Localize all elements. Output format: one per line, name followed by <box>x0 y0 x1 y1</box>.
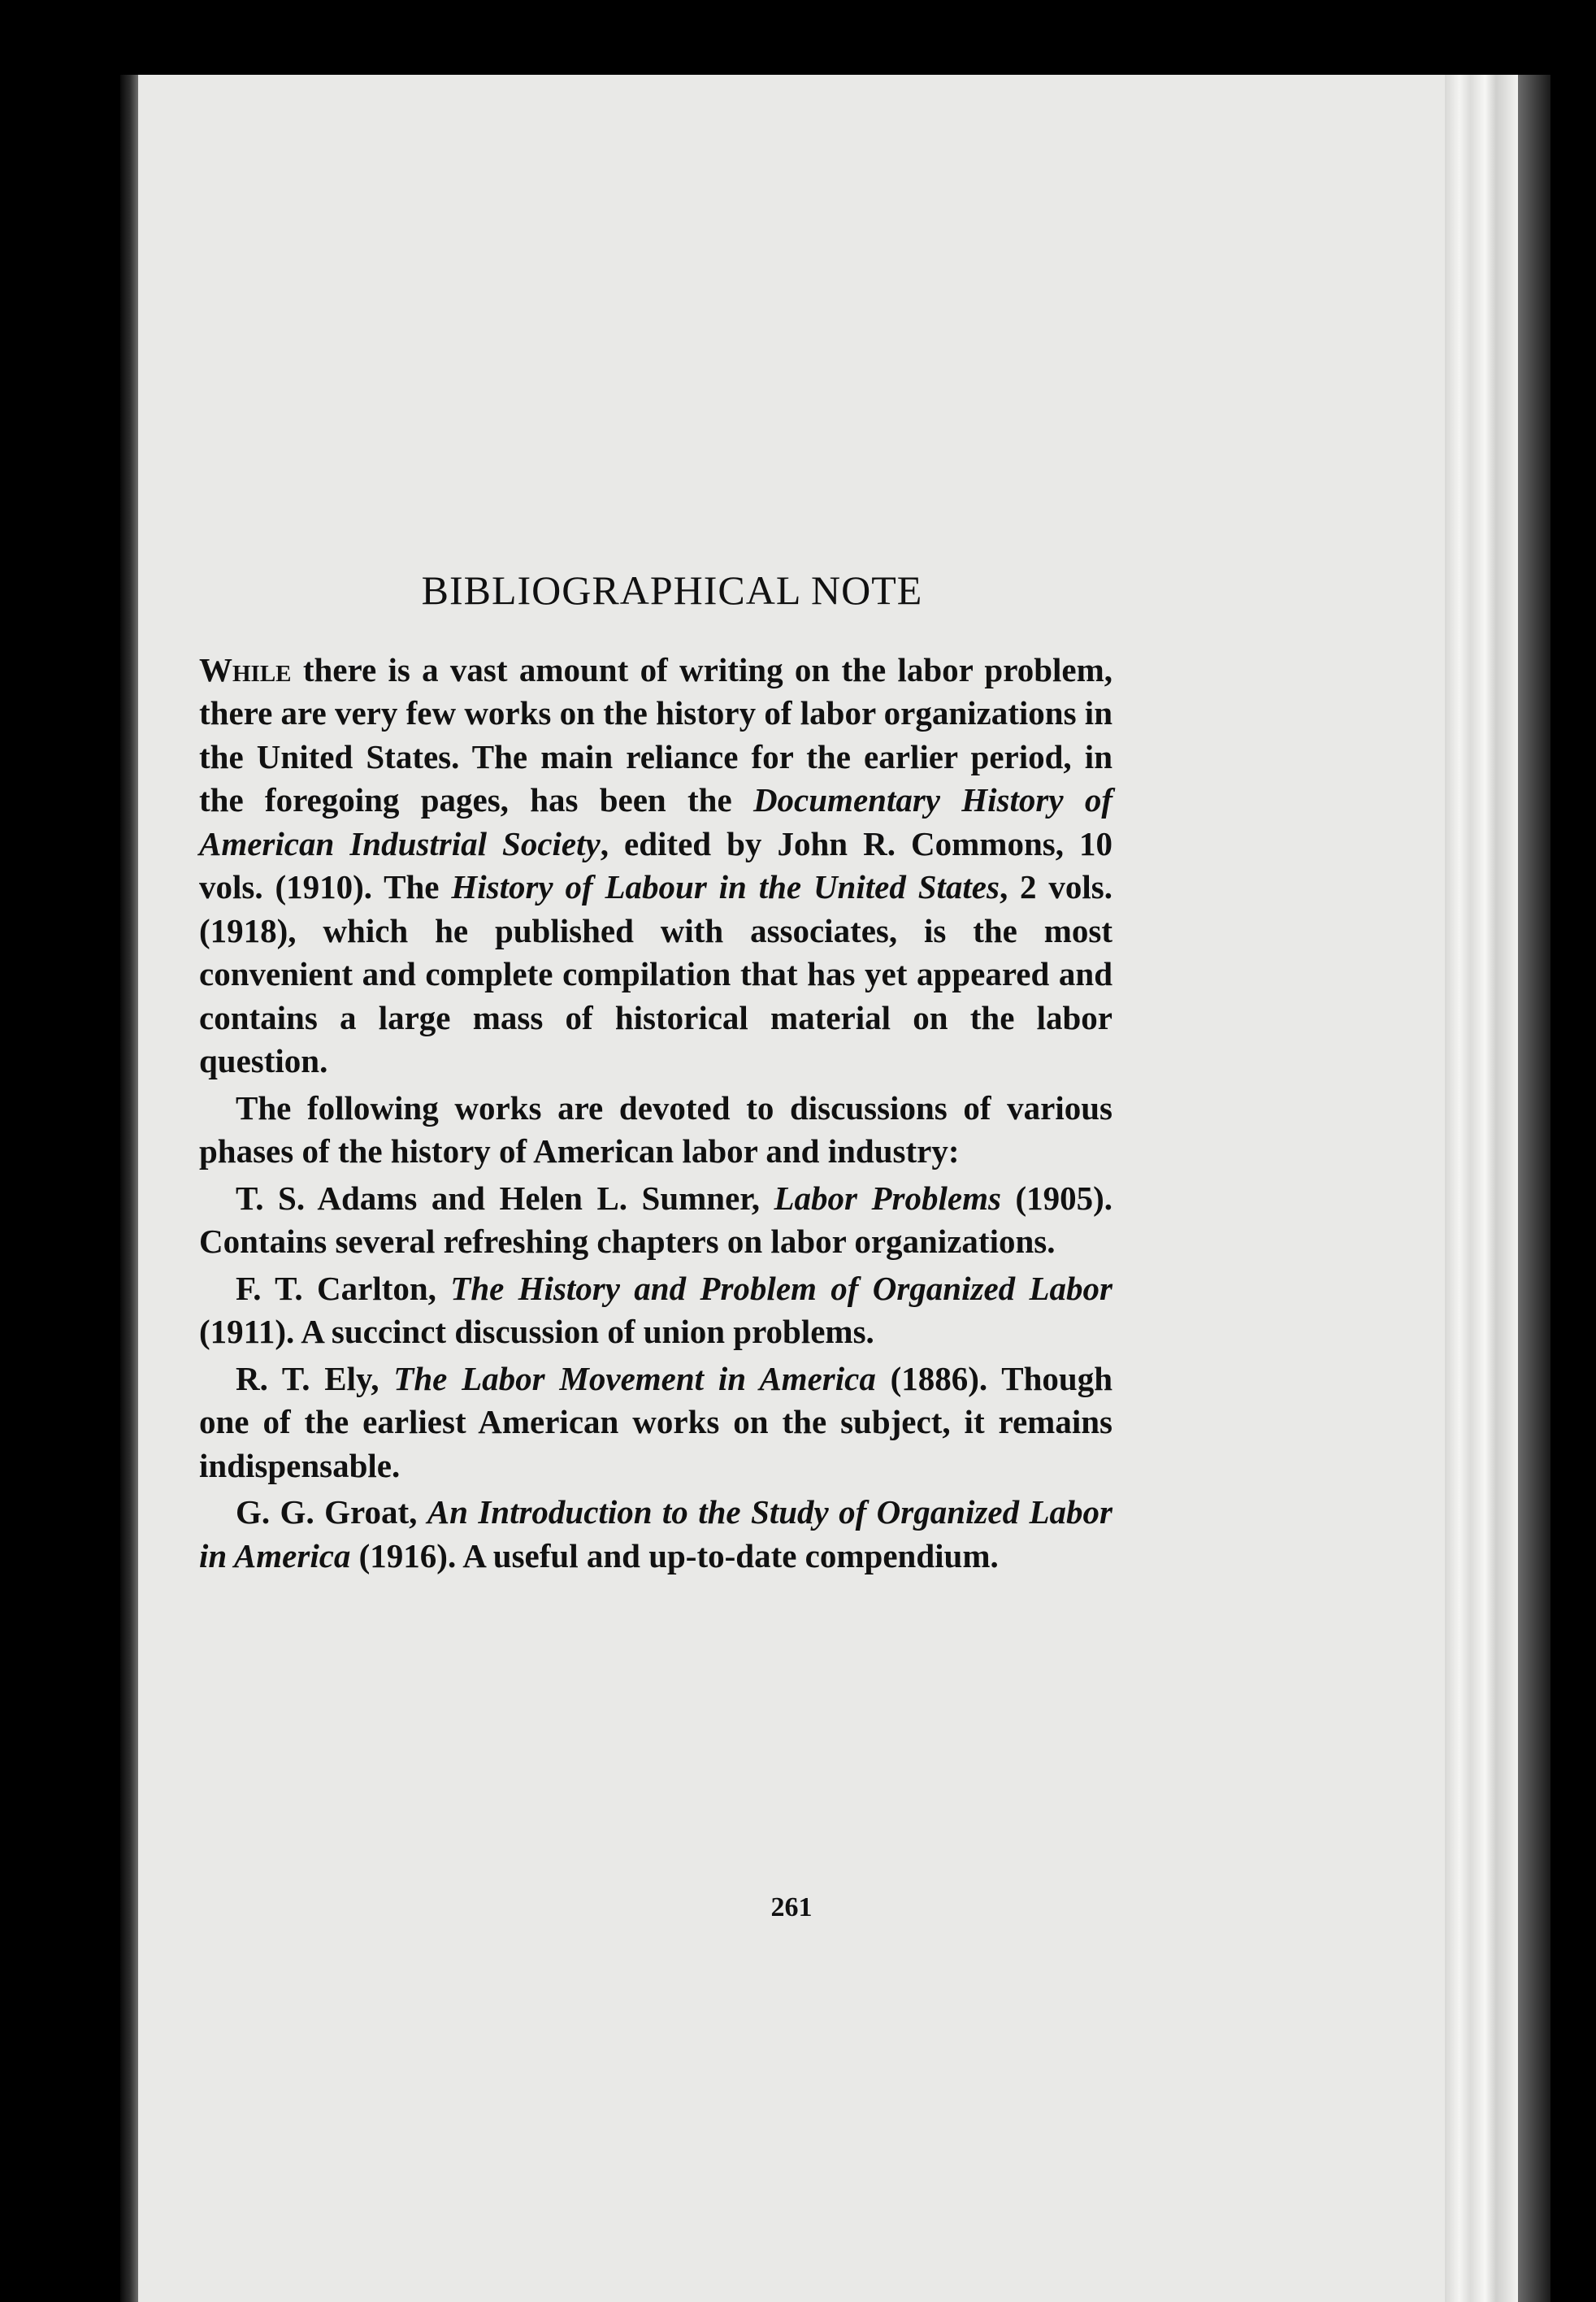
page-title: BIBLIOGRAPHICAL NOTE <box>421 567 923 613</box>
bibliographical-note <box>199 569 1112 1581</box>
intro-title-2: History of Labour in the United States <box>451 868 1000 906</box>
entry-author: G. G. Groat, <box>236 1493 427 1531</box>
bibliography-entry <box>199 1357 1112 1488</box>
entry-author: F. T. Carlton, <box>236 1269 451 1307</box>
works-intro-paragraph: The following works are devoted to discussions of various phases of the history of American labor and industry: <box>199 1088 1112 1170</box>
entry-title: Labor Problems <box>774 1179 1001 1217</box>
lead-word: While <box>199 650 292 688</box>
entry-title: The History and Problem of Organized Labor <box>450 1269 1112 1307</box>
page-stack-shadow <box>1518 75 1550 2302</box>
page-stack-edge <box>1445 75 1518 2302</box>
entry-author: R. T. Ely, <box>236 1359 394 1397</box>
intro-text-1: there is a vast amount of writing on the labor problem, there are very few works on the history of labor organizations in the United States. The main reliance for the earlier period, in the foregoing pages, has been the <box>199 650 1112 819</box>
intro-title-1: Documentary History of American Industrial Society <box>199 781 1112 862</box>
entry-author: T. S. Adams and Helen L. Sumner, <box>236 1179 774 1217</box>
bibliography-entry <box>199 1177 1112 1264</box>
entry-description: (1916). A useful and up-to-date compendium. <box>350 1536 999 1574</box>
entry-description: (1911). A succinct discussion of union problems. <box>199 1313 874 1350</box>
page-number: 261 <box>770 1892 813 1922</box>
entry-description: (1905). Contains several refreshing chapters on labor organizations. <box>199 1179 1112 1260</box>
entry-title: An Introduction to the Study of Organized Labor in America <box>199 1493 1112 1574</box>
intro-text-3: , 2 vols. (1918), which he published with associates, is the most convenient and complete compilation that has yet appeared and contains a large mass of historical material on the labor question. <box>199 868 1112 1079</box>
bibliography-entry <box>199 1267 1112 1354</box>
intro-paragraph <box>199 649 1112 1084</box>
entry-title: The Labor Movement in America <box>393 1359 876 1397</box>
entry-description: (1886). Though one of the earliest American works on the subject, it remains indispensable. <box>199 1359 1112 1484</box>
bibliography-entry <box>199 1491 1112 1578</box>
intro-text-2: , edited by John R. Commons, 10 vols. (1910). The <box>199 824 1113 906</box>
